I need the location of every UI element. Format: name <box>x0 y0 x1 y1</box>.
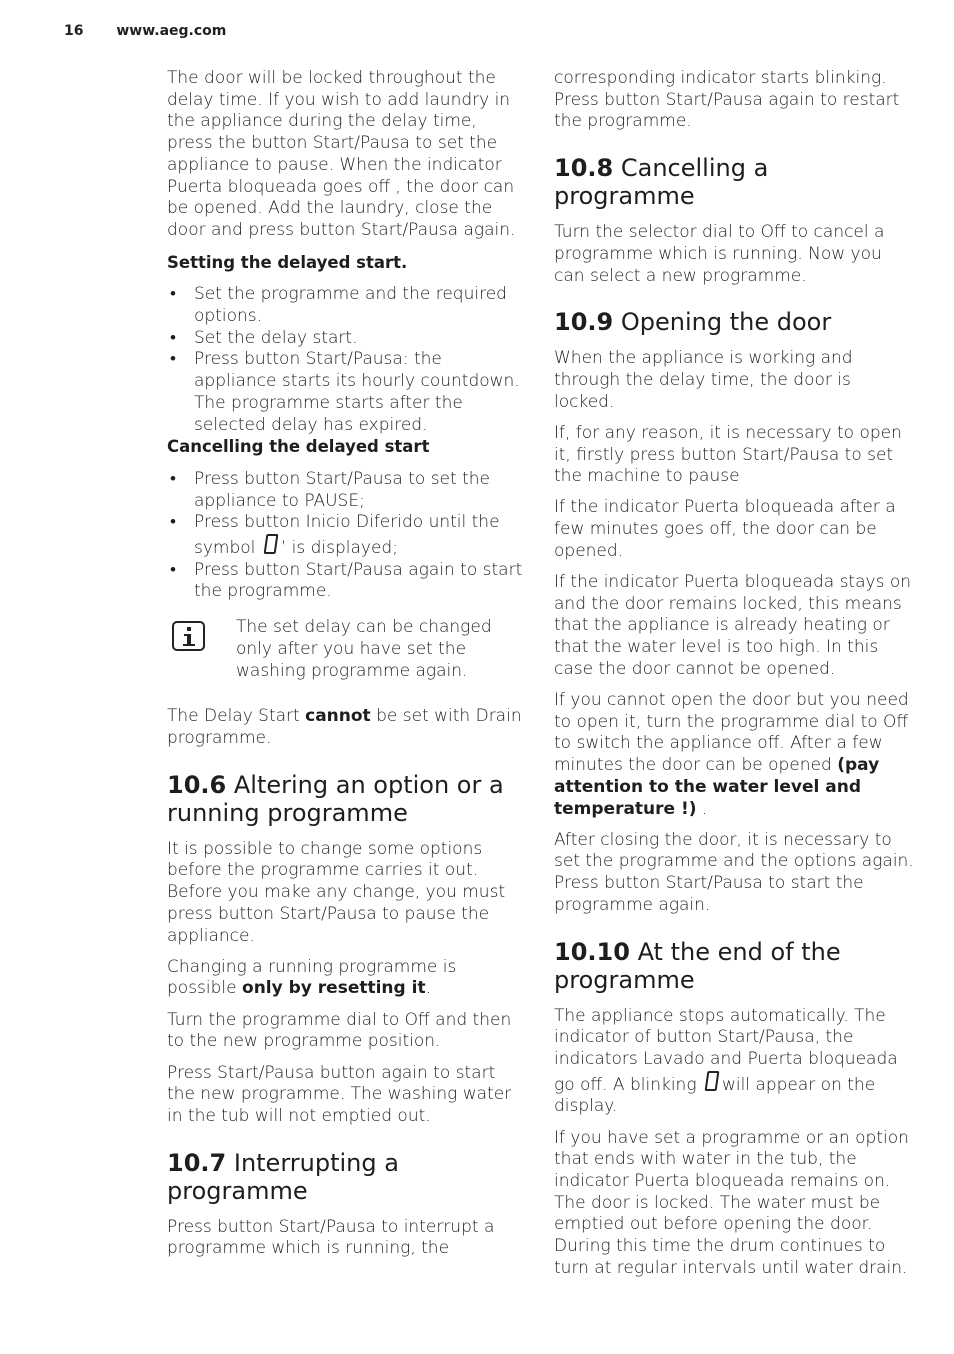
setting-delayed-start-list <box>167 284 527 436</box>
paragraph-drain-note: The Delay Start cannot be set with Drain programme. <box>167 706 522 748</box>
paragraph: If you cannot open the door but you need to open it, turn the programme dial to Off to switch the appliance off. After a few minutes the door can be opened (pay attention to the water level and temperature !) . <box>554 690 909 819</box>
digit-zero-symbol-icon <box>705 1071 720 1091</box>
paragraph: If the indicator Puerta bloqueada after a few minutes goes off, the door can be opened. <box>554 497 896 561</box>
cancelling-delayed-start-list <box>167 469 527 603</box>
section-10-7-heading: 10.7 Interrupting a programme <box>167 1148 399 1205</box>
paragraph: If you have set a programme or an option that ends with water in the tub, the indicator Puerta bloqueada remains on. The door is locked. The water must be emptied out before opening the door. During this time the drum continues to turn at regular intervals until water drain. <box>554 1127 909 1278</box>
paragraph-delay-door: The door will be locked throughout the delay time. If you wish to add laundry in the appliance during the delay time, press the button Start/Pausa to set the appliance to pause. When the indicator Puerta bloqueada goes off , the door can be opened. Add the laundry, close the door and press button Start/Pausa again. <box>167 68 516 240</box>
info-icon <box>172 621 205 651</box>
list-item: • Set the programme and the required options. <box>167 284 527 327</box>
website-url: www.aeg.com <box>116 23 227 39</box>
paragraph: corresponding indicator starts blinking. Press button Start/Pausa again to restart the programme. <box>554 68 900 132</box>
paragraph: If the indicator Puerta bloqueada stays on and the door remains locked, this means that the appliance is already heating or that the water level is too high. In this case the door cannot be opened. <box>554 572 912 679</box>
section-10-10-heading: 10.10 At the end of the programme <box>554 937 841 994</box>
paragraph: The appliance stops automatically. The indicator of button Start/Pausa, the indicators Lavado and Puerta bloqueada go off. A blinking will appear on the display. <box>554 1005 898 1117</box>
subheading-setting-delayed-start: Setting the delayed start. <box>167 252 408 272</box>
list-item: • Press button Start/Pausa: the appliance starts its hourly countdown. The programme starts after the selected delay has expired. <box>167 349 527 436</box>
paragraph: Changing a running programme is possible only by resetting it. <box>167 956 457 999</box>
list-item: • Press button Inicio Diferido until the symbol ’ is displayed; <box>167 512 527 559</box>
left-column <box>167 68 527 1270</box>
section-10-9-heading: 10.9 Opening the door <box>554 308 832 337</box>
paragraph: After closing the door, it is necessary to set the programme and the options again. Press button Start/Pausa to start the programme again. <box>554 829 914 915</box>
paragraph: When the appliance is working and through the delay time, the door is locked. <box>554 348 853 412</box>
digit-zero-symbol-icon <box>263 534 278 554</box>
info-note <box>167 617 527 682</box>
paragraph: Turn the programme dial to Off and then to the new programme position. <box>167 1009 512 1052</box>
paragraph: If, for any reason, it is necessary to open it, firstly press button Start/Pausa to set the machine to pause <box>554 422 902 487</box>
subheading-cancelling-delayed-start: Cancelling the delayed start <box>167 437 430 457</box>
info-note-text: The set delay can be changed only after you have set the washing programme again. <box>236 617 492 681</box>
paragraph: Press button Start/Pausa to interrupt a programme which is running, the <box>167 1216 495 1259</box>
paragraph: It is possible to change some options before the programme carries it out. Before you make any change, you must press button Start/Pausa to pause the appliance. <box>167 838 506 946</box>
page-number: 16 <box>64 23 84 39</box>
right-column <box>554 68 914 1289</box>
section-10-6-heading: 10.6 Altering an option or a running programme <box>167 770 504 827</box>
section-10-8-heading: 10.8 Cancelling a programme <box>554 154 769 211</box>
list-item: • Press button Start/Pausa again to start the programme. <box>167 560 527 603</box>
paragraph: Press Start/Pausa button again to start the new programme. The washing water in the tub will not emptied out. <box>167 1062 512 1126</box>
paragraph: Turn the selector dial to Off to cancel a programme which is running. Now you can select a new programme. <box>554 222 885 286</box>
list-item: • Press button Start/Pausa to set the appliance to PAUSE; <box>167 469 527 512</box>
page-header <box>64 23 226 39</box>
list-item: • Set the delay start. <box>167 328 527 350</box>
